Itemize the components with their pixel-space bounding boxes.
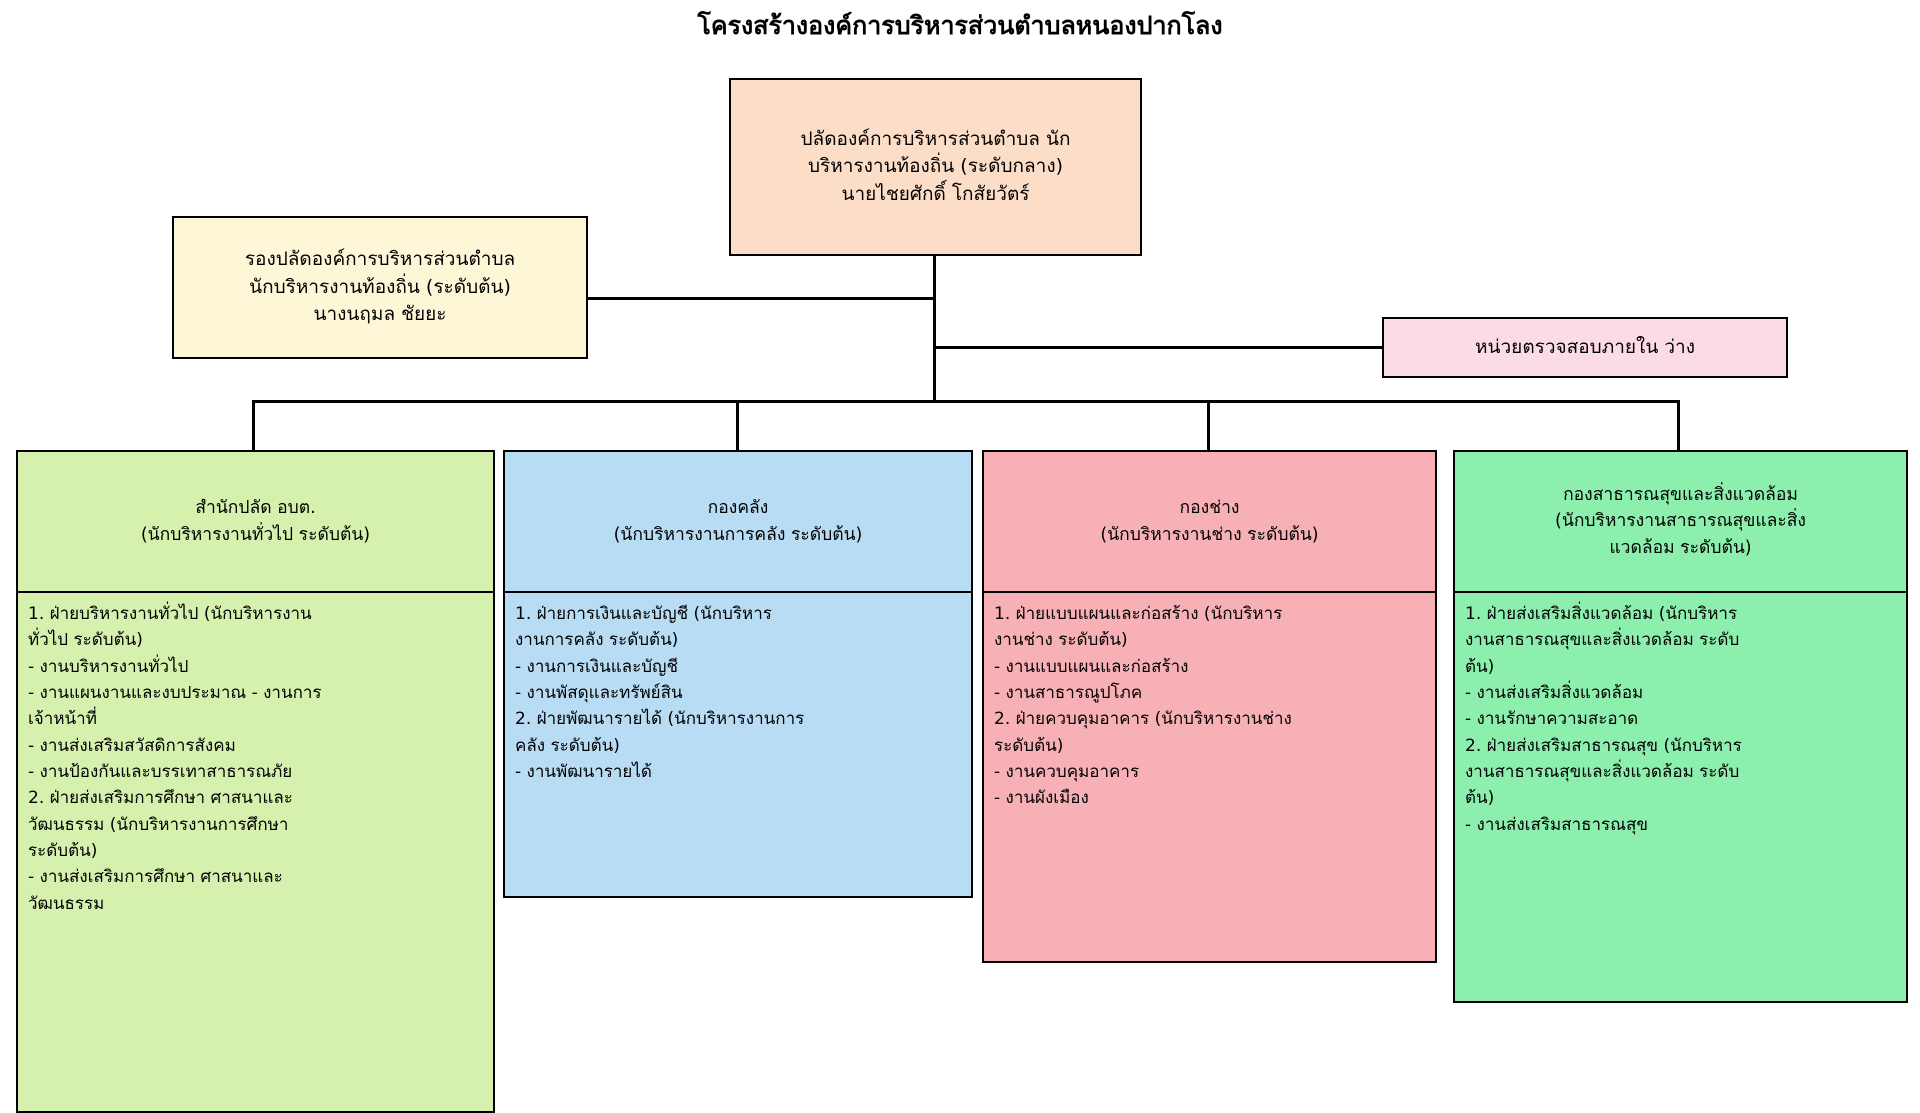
connector-drop-1	[252, 400, 255, 450]
division-1-header	[16, 450, 495, 593]
division-4-body	[1453, 593, 1908, 1003]
division-1-item: - งานส่งเสริมการศึกษา ศาสนาและ	[28, 867, 283, 888]
division-4-header	[1453, 450, 1908, 593]
division-4-item: ต้น)	[1465, 656, 1495, 677]
division-1-header-line-1: สำนักปลัด อบต.	[195, 498, 316, 519]
connector-ceo-vertical	[933, 256, 936, 400]
division-2-item: คลัง ระดับต้น)	[515, 735, 620, 756]
division-2-body	[503, 593, 973, 898]
division-3-item: - งานผังเมือง	[994, 788, 1089, 809]
division-4-item: - งานรักษาความสะอาด	[1465, 709, 1639, 730]
division-office-of-clerk[interactable]	[16, 450, 495, 1113]
node-chief-administrator-line-1: ปลัดองค์การบริหารส่วนตำบล นัก	[800, 127, 1071, 150]
division-1-item: เจ้าหน้าที่	[28, 709, 97, 730]
division-1-item: - งานแผนงานและงบประมาณ - งานการ	[28, 683, 322, 704]
division-1-item: 1. ฝ่ายบริหารงานทั่วไป (นักบริหารงาน	[28, 604, 312, 624]
division-treasury[interactable]	[503, 450, 973, 898]
division-1-item: 2. ฝ่ายส่งเสริมการศึกษา ศาสนาและ	[28, 788, 293, 809]
division-3-header	[982, 450, 1437, 593]
node-deputy-line-3: นางนฤมล ชัยยะ	[313, 303, 447, 326]
node-chief-administrator-line-3: นายไชยศักดิ์ โกสัยวัตร์	[841, 182, 1030, 205]
node-deputy-line-1: รองปลัดองค์การบริหารส่วนตำบล	[244, 248, 516, 271]
division-4-item: 2. ฝ่ายส่งเสริมสาธารณสุข (นักบริหาร	[1465, 735, 1742, 756]
division-3-item: ระดับต้น)	[994, 735, 1064, 756]
division-1-body	[16, 593, 495, 1113]
node-internal-audit-unit[interactable]	[1382, 317, 1788, 378]
page-title: โครงสร้างองค์การบริหารส่วนตำบลหนองปากโลง	[697, 11, 1223, 40]
division-3-header-line-1: กองช่าง	[1179, 498, 1240, 519]
connector-drop-2	[736, 400, 739, 450]
division-4-item: 1. ฝ่ายส่งเสริมสิ่งแวดล้อม (นักบริหาร	[1465, 604, 1738, 624]
division-4-header-line-1: กองสาธารณสุขและสิ่งแวดล้อม	[1563, 485, 1798, 506]
division-2-item: 1. ฝ่ายการเงินและบัญชี (นักบริหาร	[515, 604, 772, 624]
division-3-item: - งานแบบแผนและก่อสร้าง	[994, 656, 1189, 677]
division-3-header-line-2: (นักบริหารงานช่าง ระดับต้น)	[1100, 524, 1319, 545]
division-2-item: - งานการเงินและบัญชี	[515, 656, 679, 677]
division-3-item: งานช่าง ระดับต้น)	[994, 630, 1128, 651]
division-1-item: ทั่วไป ระดับต้น)	[28, 630, 143, 651]
node-internal-audit-line-1: หน่วยตรวจสอบภายใน ว่าง	[1475, 335, 1695, 358]
division-3-body	[982, 593, 1437, 963]
division-2-item: - งานพัสดุและทรัพย์สิน	[515, 683, 683, 704]
division-4-item: งานสาธารณสุขและสิ่งแวดล้อม ระดับ	[1465, 762, 1740, 783]
division-4-item: ต้น)	[1465, 788, 1495, 809]
division-4-item: - งานส่งเสริมสาธารณสุข	[1465, 814, 1648, 835]
division-2-item: - งานพัฒนารายได้	[515, 762, 652, 783]
connector-divisions-bus	[252, 400, 1680, 403]
division-1-item: - งานส่งเสริมสวัสดิการสังคม	[28, 735, 236, 756]
division-1-header-line-2: (นักบริหารงานทั่วไป ระดับต้น)	[140, 524, 371, 545]
division-3-item: 2. ฝ่ายควบคุมอาคาร (นักบริหารงานช่าง	[994, 709, 1292, 730]
division-3-item: - งานควบคุมอาคาร	[994, 762, 1140, 783]
node-chief-administrator-line-2: บริหารงานท้องถิ่น (ระดับกลาง)	[807, 155, 1064, 178]
division-3-item: - งานสาธารณูปโภค	[994, 683, 1143, 704]
division-4-item: งานสาธารณสุขและสิ่งแวดล้อม ระดับ	[1465, 630, 1740, 651]
node-deputy-line-2: นักบริหารงานท้องถิ่น (ระดับต้น)	[249, 275, 511, 298]
node-chief-administrator[interactable]	[729, 78, 1142, 256]
division-4-header-line-2: (นักบริหารงานสาธารณสุขและสิ่ง	[1555, 511, 1806, 532]
division-2-header-line-1: กองคลัง	[707, 498, 769, 519]
division-1-item: - งานบริหารงานทั่วไป	[28, 656, 189, 677]
division-3-item: 1. ฝ่ายแบบแผนและก่อสร้าง (นักบริหาร	[994, 604, 1283, 624]
connector-audit-horizontal	[933, 346, 1384, 349]
division-1-item: วัฒนธรรม	[28, 893, 105, 914]
node-deputy-administrator[interactable]	[172, 216, 588, 359]
division-2-item: 2. ฝ่ายพัฒนารายได้ (นักบริหารงานการ	[515, 709, 805, 730]
division-2-header-line-2: (นักบริหารงานการคลัง ระดับต้น)	[613, 524, 863, 545]
division-1-item: ระดับต้น)	[28, 841, 98, 862]
division-4-item: - งานส่งเสริมสิ่งแวดล้อม	[1465, 683, 1644, 704]
division-public-works[interactable]	[982, 450, 1437, 963]
connector-drop-3	[1207, 400, 1210, 450]
division-1-item: - งานป้องกันและบรรเทาสาธารณภัย	[28, 762, 293, 783]
division-2-header	[503, 450, 973, 593]
connector-deputy-horizontal	[588, 297, 935, 300]
division-1-item: วัฒนธรรม (นักบริหารงานการศึกษา	[28, 814, 289, 835]
division-2-item: งานการคลัง ระดับต้น)	[515, 630, 679, 651]
connector-drop-4	[1677, 400, 1680, 450]
division-4-header-line-3: แวดล้อม ระดับต้น)	[1609, 537, 1752, 558]
division-public-health-environment[interactable]	[1453, 450, 1908, 1003]
